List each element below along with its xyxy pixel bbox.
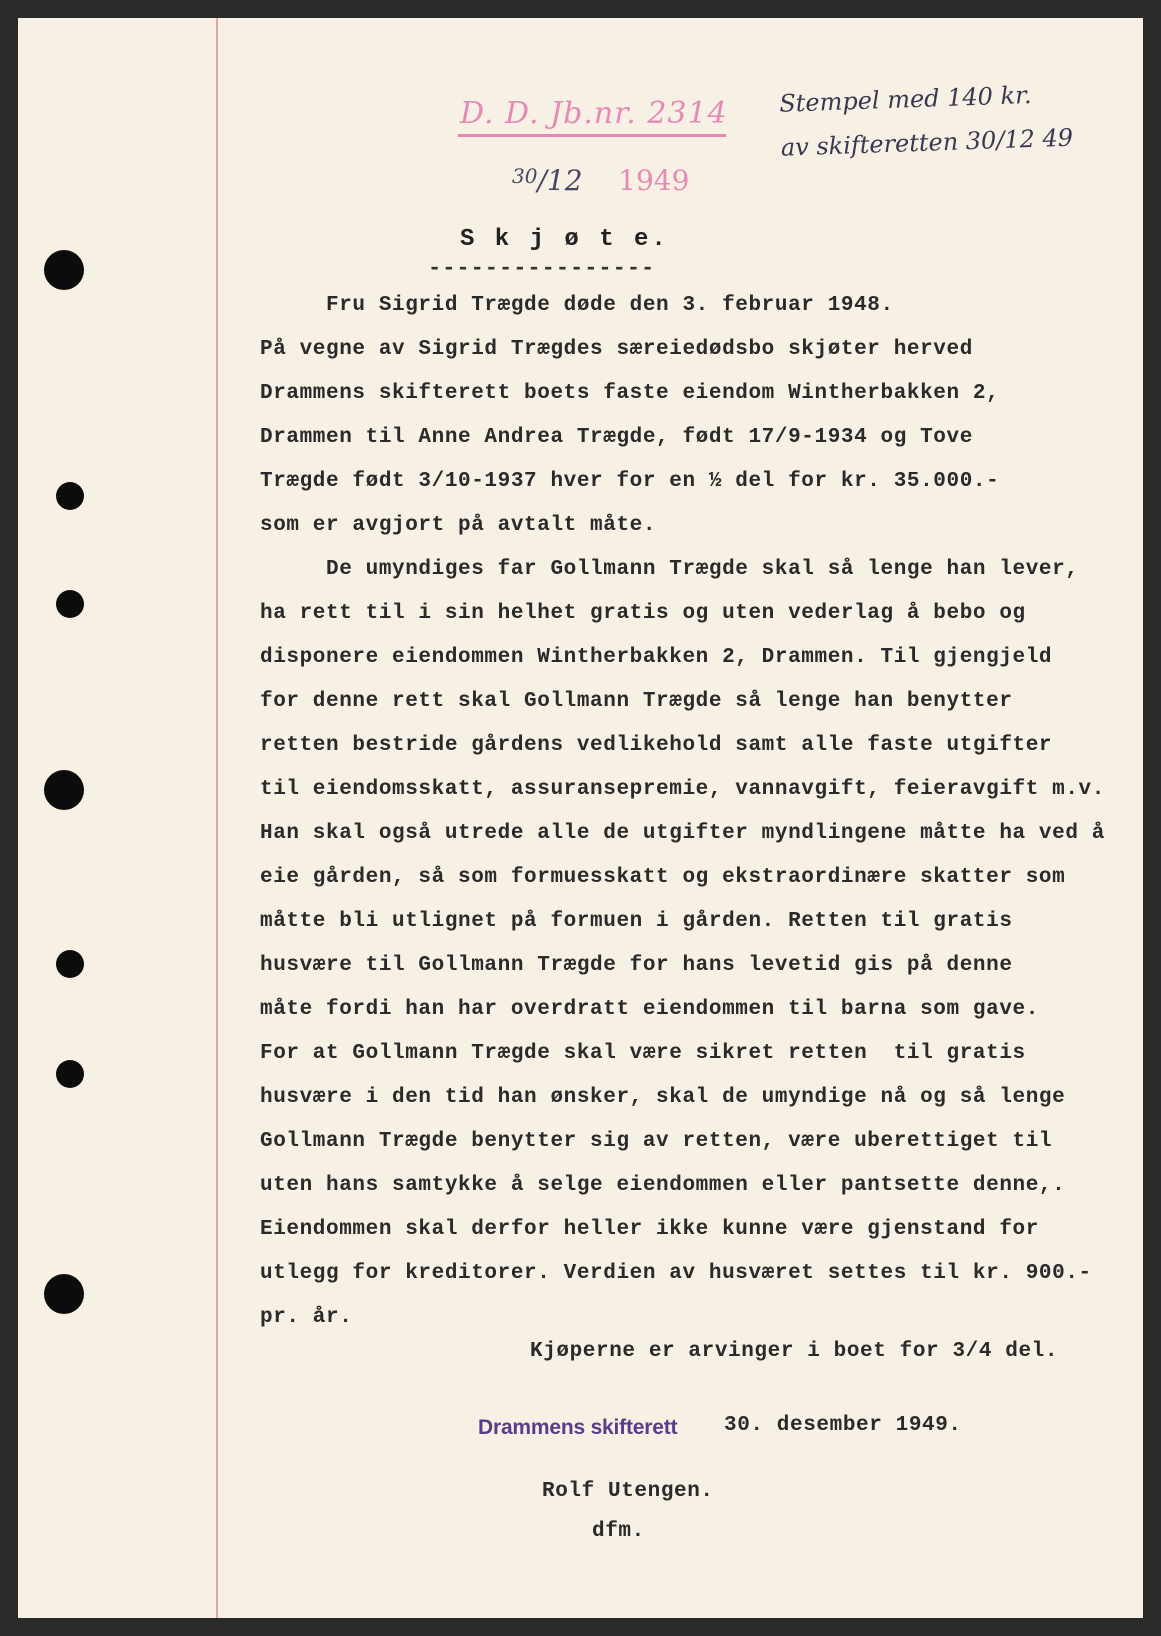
body-line: Gollmann Trægde benytter sig av retten, være uberettiget til — [260, 1130, 1053, 1153]
body-line: for denne rett skal Gollmann Trægde så lenge han benytter — [260, 690, 1013, 713]
punch-hole — [56, 1060, 84, 1088]
body-line: Trægde født 3/10-1937 hver for en ½ del for kr. 35.000.- — [260, 470, 1000, 493]
signer-title: dfm. — [592, 1520, 645, 1543]
margin-line — [216, 18, 218, 1618]
body-line: eie gården, så som formuesskatt og ekstraordinære skatter som — [260, 866, 1066, 889]
stamp-date-slash: / — [537, 164, 547, 197]
stamp-underline — [458, 134, 726, 137]
punch-hole — [44, 250, 84, 290]
body-line: retten bestride gårdens vedlikehold samt alle faste utgifter — [260, 734, 1053, 757]
body-line: måtte bli utlignet på formuen i gården. Retten til gratis — [260, 910, 1013, 933]
body-line: For at Gollmann Trægde skal være sikret retten til gratis — [260, 1042, 1026, 1065]
court-stamp: Drammens skifterett — [478, 1416, 678, 1439]
body-line: uten hans samtykke å selge eiendommen eller pantsette denne,. — [260, 1174, 1066, 1197]
signature-date: 30. desember 1949. — [724, 1414, 962, 1437]
document-title: S k j ø t e. — [460, 226, 669, 253]
body-line: som er avgjort på avtalt måte. — [260, 514, 657, 537]
stamp-date-day: 30 — [512, 164, 538, 188]
body-line: utlegg for kreditorer. Verdien av husværet settes til kr. 900.- — [260, 1262, 1092, 1285]
body-line: På vegne av Sigrid Trægdes særeiedødsbo skjøter herved — [260, 338, 973, 361]
signer-name: Rolf Utengen. — [542, 1480, 714, 1503]
body-line: Fru Sigrid Trægde døde den 3. februar 1948. — [260, 294, 894, 317]
body-line: ha rett til i sin helhet gratis og uten vederlag å bebo og — [260, 602, 1026, 625]
body-line: De umyndiges far Gollmann Trægde skal så lenge han lever, — [260, 558, 1079, 581]
punch-hole — [56, 482, 84, 510]
closing-statement: Kjøperne er arvinger i boet for 3/4 del. — [530, 1340, 1059, 1363]
body-line: husvære til Gollmann Trægde for hans levetid gis på denne — [260, 954, 1013, 977]
body-line: pr. år. — [260, 1306, 353, 1329]
title-rule: ---------------- — [428, 256, 656, 281]
stamp-date-year: 1949 — [618, 164, 690, 197]
body-line: måte fordi han har overdratt eiendommen til barna som gave. — [260, 998, 1039, 1021]
note-line-2: av skifteretten 30/12 49 — [780, 123, 1074, 162]
body-line: Han skal også utrede alle de utgifter myndlingene måtte ha ved å — [260, 822, 1105, 845]
stamp-date-month: 12 — [546, 164, 583, 197]
punch-hole — [44, 770, 84, 810]
stamp-date — [512, 164, 689, 197]
punch-hole — [56, 950, 84, 978]
handwritten-note — [779, 70, 1112, 169]
punch-hole — [56, 590, 84, 618]
body-line: husvære i den tid han ønsker, skal de umyndige nå og så lenge — [260, 1086, 1066, 1109]
body-line: disponere eiendommen Wintherbakken 2, Drammen. Til gjengjeld — [260, 646, 1053, 669]
registry-stamp: D. D. Jb.nr. 2314 — [460, 96, 728, 131]
body-line: Drammens skifterett boets faste eiendom Wintherbakken 2, — [260, 382, 1000, 405]
note-line-1: Stempel med 140 kr. — [778, 80, 1032, 118]
body-line: Drammen til Anne Andrea Trægde, født 17/9-1934 og Tove — [260, 426, 973, 449]
punch-hole — [44, 1274, 84, 1314]
document-page — [18, 18, 1143, 1618]
body-line: Eiendommen skal derfor heller ikke kunne være gjenstand for — [260, 1218, 1039, 1241]
body-text — [260, 284, 1120, 1340]
body-line: til eiendomsskatt, assuransepremie, vannavgift, feieravgift m.v. — [260, 778, 1105, 801]
